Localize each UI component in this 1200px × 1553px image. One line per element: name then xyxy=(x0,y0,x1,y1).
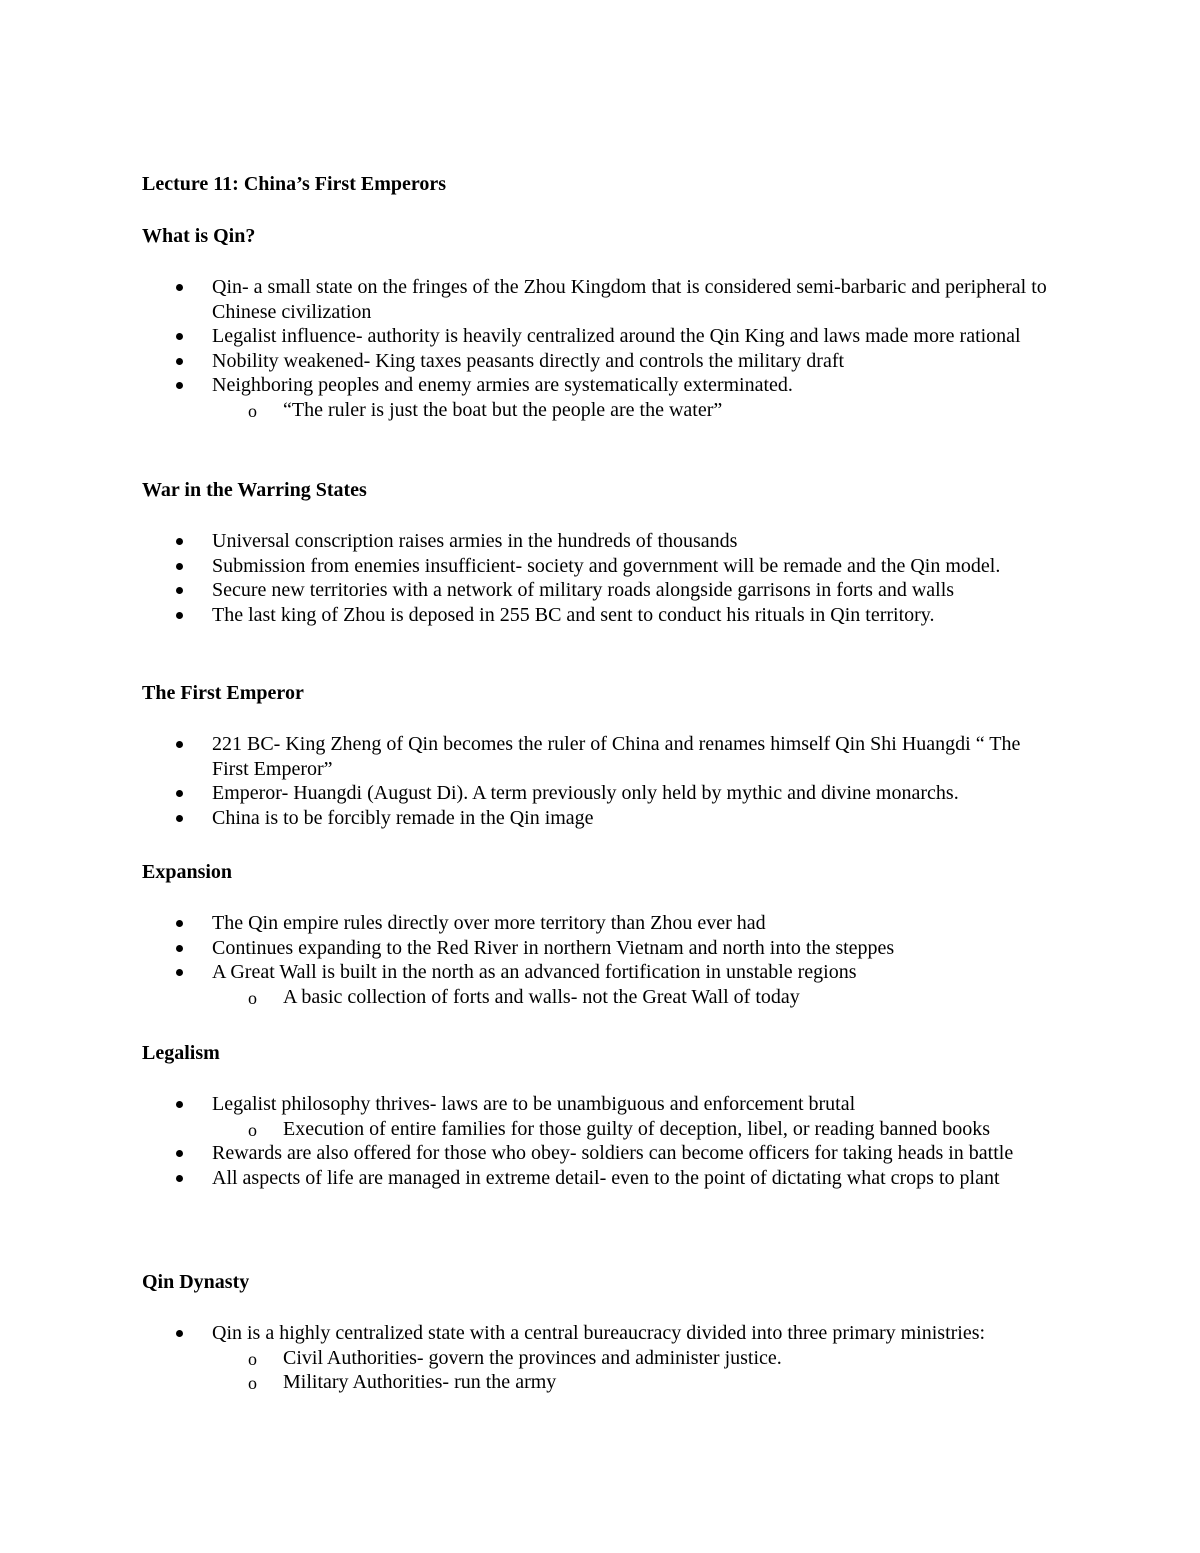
list-item xyxy=(142,732,1062,781)
list-item-text: 221 BC- King Zheng of Qin becomes the ruler of China and renames himself Qin Shi Huangdi “ The First Emperor” xyxy=(212,733,1021,780)
bullet-icon xyxy=(176,969,183,976)
bullet-list xyxy=(142,275,1062,422)
list-item-text: Universal conscription raises armies in the hundreds of thousands xyxy=(212,530,738,552)
circle-bullet-icon: o xyxy=(248,1373,257,1393)
bullet-list xyxy=(142,911,1062,1009)
sub-list-item xyxy=(142,1370,1062,1395)
list-item xyxy=(142,1141,1062,1166)
section-heading: Qin Dynasty xyxy=(142,1271,250,1293)
list-item xyxy=(142,578,1062,603)
list-item-text: All aspects of life are managed in extreme detail- even to the point of dictating what crops to plant xyxy=(212,1166,1000,1189)
list-item xyxy=(142,781,1062,806)
sub-bullet-list xyxy=(212,398,1062,423)
list-item-text: Qin is a highly centralized state with a central bureaucracy divided into three primary ministries: xyxy=(212,1322,986,1344)
bullet-list xyxy=(142,1321,1062,1395)
sub-list-item-text: Military Authorities- run the army xyxy=(283,1371,557,1393)
bullet-icon xyxy=(176,741,183,748)
list-item xyxy=(142,275,1062,324)
section-the-first-emperor xyxy=(142,681,1062,830)
sub-list-item xyxy=(142,1117,1062,1142)
list-item-text: Legalist philosophy thrives- laws are to be unambiguous and enforcement brutal xyxy=(212,1093,856,1115)
sub-list-item-text: Execution of entire families for those guilty of deception, libel, or reading banned books xyxy=(283,1117,991,1140)
list-item xyxy=(142,373,1062,422)
list-item xyxy=(142,554,1062,579)
list-item-text: Rewards are also offered for those who obey- soldiers can become officers for taking heads in battle xyxy=(212,1142,1014,1164)
list-item-text: Secure new territories with a network of military roads alongside garrisons in forts and walls xyxy=(212,579,955,601)
section-heading: What is Qin? xyxy=(142,225,256,247)
list-item-text: China is to be forcibly remade in the Qin image xyxy=(212,806,594,829)
section-what-is-qin xyxy=(142,224,1062,422)
list-item xyxy=(142,806,1062,831)
list-item-text: Emperor- Huangdi (August Di). A term previously only held by mythic and divine monarchs. xyxy=(212,782,959,804)
sub-list-item xyxy=(142,985,1062,1010)
list-item xyxy=(142,529,1062,554)
sub-list-item-text: “The ruler is just the boat but the people are the water” xyxy=(283,398,723,421)
list-item xyxy=(142,936,1062,961)
list-item xyxy=(142,1092,1062,1141)
bullet-icon xyxy=(176,1150,183,1157)
bullet-list xyxy=(142,1092,1062,1190)
list-item xyxy=(142,603,1062,628)
section-heading: The First Emperor xyxy=(142,682,304,704)
section-war-in-the-warring-states xyxy=(142,478,1062,627)
list-item-text: Neighboring peoples and enemy armies are systematically exterminated. xyxy=(212,374,793,396)
bullet-icon xyxy=(176,815,183,822)
sub-list-item-text: Civil Authorities- govern the provinces and administer justice. xyxy=(283,1346,782,1369)
section-legalism xyxy=(142,1041,1062,1190)
sub-list-item-text: A basic collection of forts and walls- not the Great Wall of today xyxy=(283,985,800,1008)
bullet-icon xyxy=(176,790,183,797)
section-heading: Expansion xyxy=(142,861,233,883)
bullet-icon xyxy=(176,1175,183,1182)
list-item-text: The Qin empire rules directly over more territory than Zhou ever had xyxy=(212,912,766,934)
list-item-text: The last king of Zhou is deposed in 255 BC and sent to conduct his rituals in Qin territory. xyxy=(212,603,935,626)
bullet-icon xyxy=(176,587,183,594)
bullet-list xyxy=(142,529,1062,627)
circle-bullet-icon: o xyxy=(248,1348,257,1369)
section-heading: Legalism xyxy=(142,1042,220,1064)
list-item xyxy=(142,911,1062,936)
bullet-icon xyxy=(176,333,183,340)
list-item xyxy=(142,349,1062,374)
bullet-icon xyxy=(176,612,183,619)
section-qin-dynasty xyxy=(142,1270,1062,1395)
bullet-icon xyxy=(176,538,183,545)
list-item-text: Submission from enemies insufficient- society and government will be remade and the Qin model. xyxy=(212,554,1001,577)
bullet-icon xyxy=(176,284,183,291)
bullet-icon xyxy=(176,945,183,952)
list-item xyxy=(142,960,1062,1009)
document-title: Lecture 11: China’s First Emperors xyxy=(142,173,447,195)
section-heading: War in the Warring States xyxy=(142,479,367,501)
list-item-text: Nobility weakened- King taxes peasants directly and controls the military draft xyxy=(212,349,845,372)
sub-bullet-list xyxy=(212,1117,1062,1142)
list-item-text: A Great Wall is built in the north as an advanced fortification in unstable regions xyxy=(212,961,857,983)
list-item-text: Legalist influence- authority is heavily centralized around the Qin King and laws made more rational xyxy=(212,325,1021,347)
bullet-icon xyxy=(176,920,183,927)
bullet-icon xyxy=(176,563,183,570)
bullet-icon xyxy=(176,358,183,365)
list-item xyxy=(142,1166,1062,1191)
sub-bullet-list xyxy=(212,985,1062,1010)
list-item-text: Continues expanding to the Red River in northern Vietnam and north into the steppes xyxy=(212,936,895,959)
list-item xyxy=(142,324,1062,349)
sub-bullet-list xyxy=(212,1346,1062,1395)
section-expansion xyxy=(142,860,1062,1009)
sub-list-item xyxy=(142,398,1062,423)
bullet-icon xyxy=(176,1101,183,1108)
circle-bullet-icon: o xyxy=(248,987,257,1008)
bullet-list xyxy=(142,732,1062,830)
circle-bullet-icon: o xyxy=(248,1119,257,1140)
list-item-text: Qin- a small state on the fringes of the Zhou Kingdom that is considered semi-barbaric and peripheral to Chinese civilization xyxy=(212,276,1047,323)
sub-list-item xyxy=(142,1346,1062,1371)
bullet-icon xyxy=(176,382,183,389)
bullet-icon xyxy=(176,1330,183,1337)
list-item xyxy=(142,1321,1062,1395)
circle-bullet-icon: o xyxy=(248,400,257,421)
